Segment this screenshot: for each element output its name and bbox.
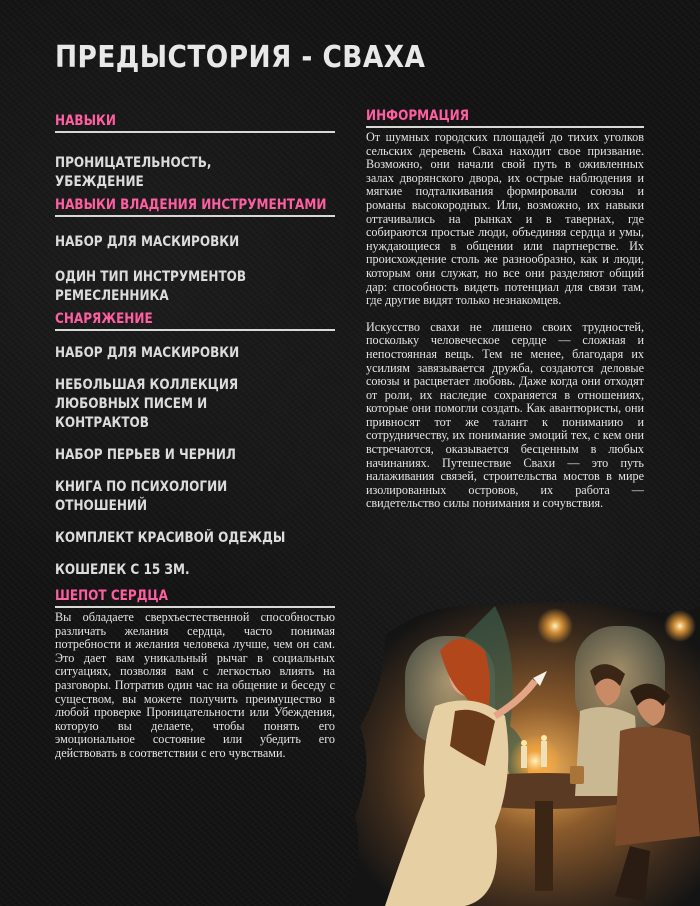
tool-item: ОДИН ТИП ИНСТРУМЕНТОВ РЕМЕСЛЕННИКА [55, 269, 247, 304]
equipment-item: НАБОР ПЕРЬЕВ И ЧЕРНИЛ [55, 447, 236, 463]
info-heading: ИНФОРМАЦИЯ [366, 108, 644, 128]
equipment-item: КОШЕЛЕК С 15 ЗМ. [55, 562, 190, 578]
tavern-matchmaker-illustration [345, 596, 700, 906]
equipment-item: НАБОР ДЛЯ МАСКИРОВКИ [55, 345, 240, 361]
equipment-item: НЕБОЛЬШАЯ КОЛЛЕКЦИЯ ЛЮБОВНЫХ ПИСЕМ И КОНТРАКТОВ [55, 377, 239, 431]
info-text [366, 131, 644, 511]
page-title: ПРЕДЫСТОРИЯ - СВАХА [55, 40, 426, 75]
info-paragraph: Искусство свахи не лишено своих трудностей, поскольку человеческое сердце — сложная и непостоянная вещь. Тем не менее, благодаря их усилиям завязывается дружба, создаются деловые союзы и расцветает любовь. Даже когда они отходят от роли, их наследие сохраняется в отношениях, которые они помогли создать. Как авантюристы, они привносят тот же талант к пониманию и сотрудничеству, их понимание эмоций тех, с кем они встречаются, оказывается бесценным в любых начинаниях. Путешествие Свахи — это путь налаживания связей, строительства мостов в мире изолированных островов, их работа — свидетельство силы понимания и сочувствия. [366, 319, 644, 511]
skills-heading: НАВЫКИ [55, 113, 335, 133]
heart-whisper-heading: ШЕПОТ СЕРДЦА [55, 588, 335, 608]
info-paragraph: От шумных городских площадей до тихих уголков сельских деревень Сваха находит свое призвание. Возможно, они начали свой путь в оживленных залах дворянского двора, их острые наблюдения и мягкие подталкивания формировали союзы и романы высокородных. Или, возможно, их навыки оттачивались на рынках и в тавернах, где собираются простые люди, объединяя сердца и умы, нуждающиеся в общении или партнерстве. Их происхождение столь же разнообразно, как и люди, которым они служат, но все они разделяют общий дар: способность видеть потенциал для связи там, где другие видят только незнакомцев. [366, 130, 644, 308]
equipment-item: КНИГА ПО ПСИХОЛОГИИ ОТНОШЕНИЙ [55, 479, 228, 514]
equipment-heading: СНАРЯЖЕНИЕ [55, 311, 335, 331]
skills-value: ПРОНИЦАТЕЛЬНОСТЬ, УБЕЖДЕНИЕ [55, 155, 212, 190]
tools-heading: НАВЫКИ ВЛАДЕНИЯ ИНСТРУМЕНТАМИ [55, 197, 335, 217]
right-column [366, 108, 644, 511]
heart-whisper-text: Вы обладаете сверхъестественной способностью различать желания сердца, часто понимая потребности и желания человека лучше, чем он сам. Это дает вам уникальный рычаг в социальных ситуациях, позволяя вам с легкостью влиять на разговоры. Потратив один час на общение и беседу с существом, вы можете получить преимущество в любой проверке Проницательности или Убеждения, которую вы делаете, чтобы понять его эмоциональное состояние или убедить его действовать в соответствии с его чувствами. [55, 610, 335, 760]
equipment-item: КОМПЛЕКТ КРАСИВОЙ ОДЕЖДЫ [55, 530, 286, 546]
left-column [55, 113, 335, 761]
illustration-art [345, 596, 700, 906]
tool-item: НАБОР ДЛЯ МАСКИРОВКИ [55, 234, 240, 250]
